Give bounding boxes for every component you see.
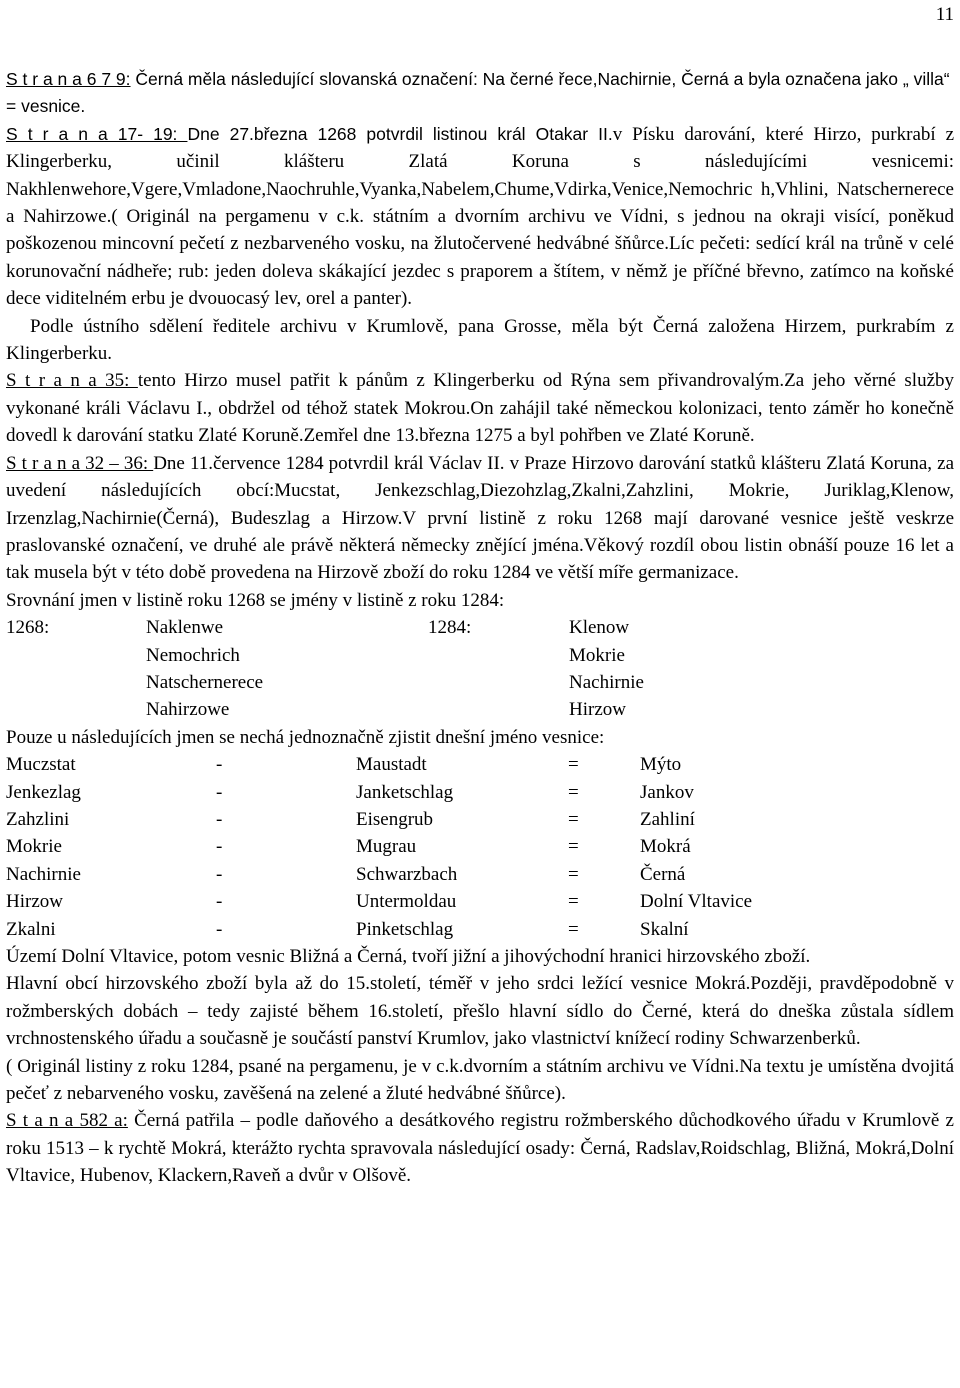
paragraph-text: v Písku darování, které Hirzo, purkrabí z Klingerberku, učinil klášteru Zlatá Koruna s následujícími vesnicemi: Nakhlenwehore,Vgere,Vmladone,Naochruhle,Vyanka,Nabelem,Chume,Vdirka,Venice,Nemochric h,Vhlini, Natschernerece a Nahirzowe.( Originál na pergamenu v c.k. státním a dvorním archivu ve Vídni, s jednou na okraji visící, poněkud poškozenou mincovní pečetí z nezbarveného vosku, na žlutočervené hedvábné šňůrce. — [6, 123, 955, 255]
name-1268: Naklenwe — [146, 617, 224, 639]
name-1284: Klenow — [569, 617, 630, 639]
table-row — [6, 642, 644, 669]
paragraph-archive-note: Podle ústního sdělení ředitele archivu v Krumlově, pana Grosse, měla být Černá založena Hirzem, purkrabím z Klingerberku. — [6, 315, 954, 365]
table-row — [6, 696, 644, 723]
name-1268: Nahirzowe — [146, 699, 230, 721]
table-row: Nachirnie - Schwarzbach = Černá — [6, 863, 686, 885]
paragraph-strana-582a — [6, 1107, 954, 1189]
table-row: Muczstat - Maustadt = Mýto — [6, 754, 682, 776]
table-row: Hirzow - Untermoldau = Dolní Vltavice — [6, 891, 753, 913]
year-label-1284: 1284: — [428, 617, 472, 639]
paragraph-text-seal: Líc pečeti: sedící král na trůně v celé korunovační nádheře; rub: jeden doleva skákající jezdec s praporem a štítem, v němž je příčné břevno, zatímco na koňské dece viditelném erbu je dvouocasý lev, orel a panter). — [6, 233, 954, 310]
paragraph-text: tento Hirzo musel patřit k pánům z Klingerberku od Rýna sem přivandrovalým.Za jeho věrné služby vykonané králi Václavu I., obdržel od téhož statek Mokrou.On zahájil také německou kolonizaci, tento záměr ho konečně dovedl k darování statku Zlaté Koruně.Zemřel dne 13.března 1275 a byl pohřben ve Zlaté Koruně. — [6, 370, 955, 447]
paragraph-strana-6-7-9 — [6, 66, 954, 121]
paragraph-text: Dne 11.července 1284 potvrdil král Václav II. v Praze Hirzovo darování statků klášteru Zlatá Koruna, za uvedení následujících obcí:Mucstat, Jenkezschlag,Diezohzlag,Zkalni,Zahzlini, Mokrie, Juriklag,Klenow, Irzenzlag,Nachirnie(Černá), Budeszlag a Hirzow.V první listině z roku 1268 mají darované vesnice ještě veskrze praslovanské označení, ve druhé ale právě některá německy znějící jména.Věkový rozdíl obou listin obnáší pouze 16 let a tak musela být v této době provedena na Hirzově zboží do roku 1284 ve větší míře germanizace. — [6, 452, 954, 584]
name-1284: Mokrie — [569, 644, 625, 666]
table-row: Mokrie - Mugrau = Mokrá — [6, 836, 691, 858]
page-reference: S t r a n a 17- 19: — [6, 123, 188, 144]
name-1268: Nemochrich — [146, 644, 240, 666]
table-row: Jenkezlag - Janketschlag = Jankov — [6, 781, 694, 803]
name-comparison-table — [6, 614, 644, 724]
paragraph-strana-32-36 — [6, 450, 954, 587]
table-row — [6, 669, 644, 696]
document-body — [6, 66, 954, 1190]
table-row: Zkalni - Pinketschlag = Skalní — [6, 918, 689, 940]
page-reference: S t r a n a 32 – 36: — [6, 452, 154, 474]
paragraph-strana-35 — [6, 367, 954, 449]
year-label-1268: 1268: — [6, 617, 50, 639]
table-row — [6, 614, 644, 641]
page-reference: S t r a n a 6 7 9: — [6, 69, 131, 89]
paragraph-text: Černá měla následující slovanská označení: Na černé řece,Nachirnie, Černá a byla označena jako „ villa“ = vesnice. — [6, 69, 950, 117]
paragraph-strana-17-19 — [6, 121, 954, 313]
paragraph-original-1284: ( Originál listiny z roku 1284, psané na pergamenu, je v c.k.dvorním a státním archivu ve Vídni.Na textu je umístěna dvojitá pečeť z nebarveného vosku, zavěšená na zelené a žluté hedvábné šňůrce). — [6, 1055, 954, 1105]
village-names-table — [6, 751, 752, 943]
name-1284: Hirzow — [569, 699, 626, 721]
paragraph-territory: Území Dolní Vltavice, potom vesnic Bližná a Černá, tvoří jižní a jihovýchodní hranici hirzovského zboží. — [6, 946, 811, 967]
page-reference: S t r a n a 35: — [6, 370, 138, 392]
table-row: Zahzlini - Eisengrub = Zahliní — [6, 808, 695, 830]
name-1268: Natschernerece — [146, 671, 264, 693]
name-1284: Nachirnie — [569, 671, 644, 693]
page-number: 11 — [935, 4, 954, 25]
paragraph-text: Černá patřila – podle daňového a desátkového registru rožmberského důchodkového úřadu v Krumlově z roku 1513 – k rychtě Mokrá, kterážto rychta spravovala následující osady: Černá, Radslav,Roidschlag, Bližná, Mokrá,Dolní Vltavice, Hubenov, Klackern,Raveň a dvůr v Olšově. — [6, 1110, 954, 1187]
names-heading: Pouze u následujících jmen se nechá jednoznačně zjistit dnešní jméno vesnice: — [6, 726, 605, 748]
paragraph-text-sans: Dne 27.března 1268 potvrdil listinou král Otakar II. — [187, 123, 613, 144]
paragraph-main-village: Hlavní obcí hirzovského zboží byla až do 15.století, téměř v jeho srdci ležící vesnice Mokrá.Později, pravděpodobně v rožmberských dobách – tedy zajisté během 16.století, přešlo hlavní sídlo do Černé, která do dneška zůstala sídlem vrchnostenského úřadu a současně je součástí panství Krumlov, jako vlastnictví knížecí rodiny Schwarzenberků. — [6, 973, 954, 1050]
compare-heading: Srovnání jmen v listině roku 1268 se jmény v listině z roku 1284: — [6, 589, 505, 611]
page-reference: S t a n a 582 a: — [6, 1110, 128, 1132]
